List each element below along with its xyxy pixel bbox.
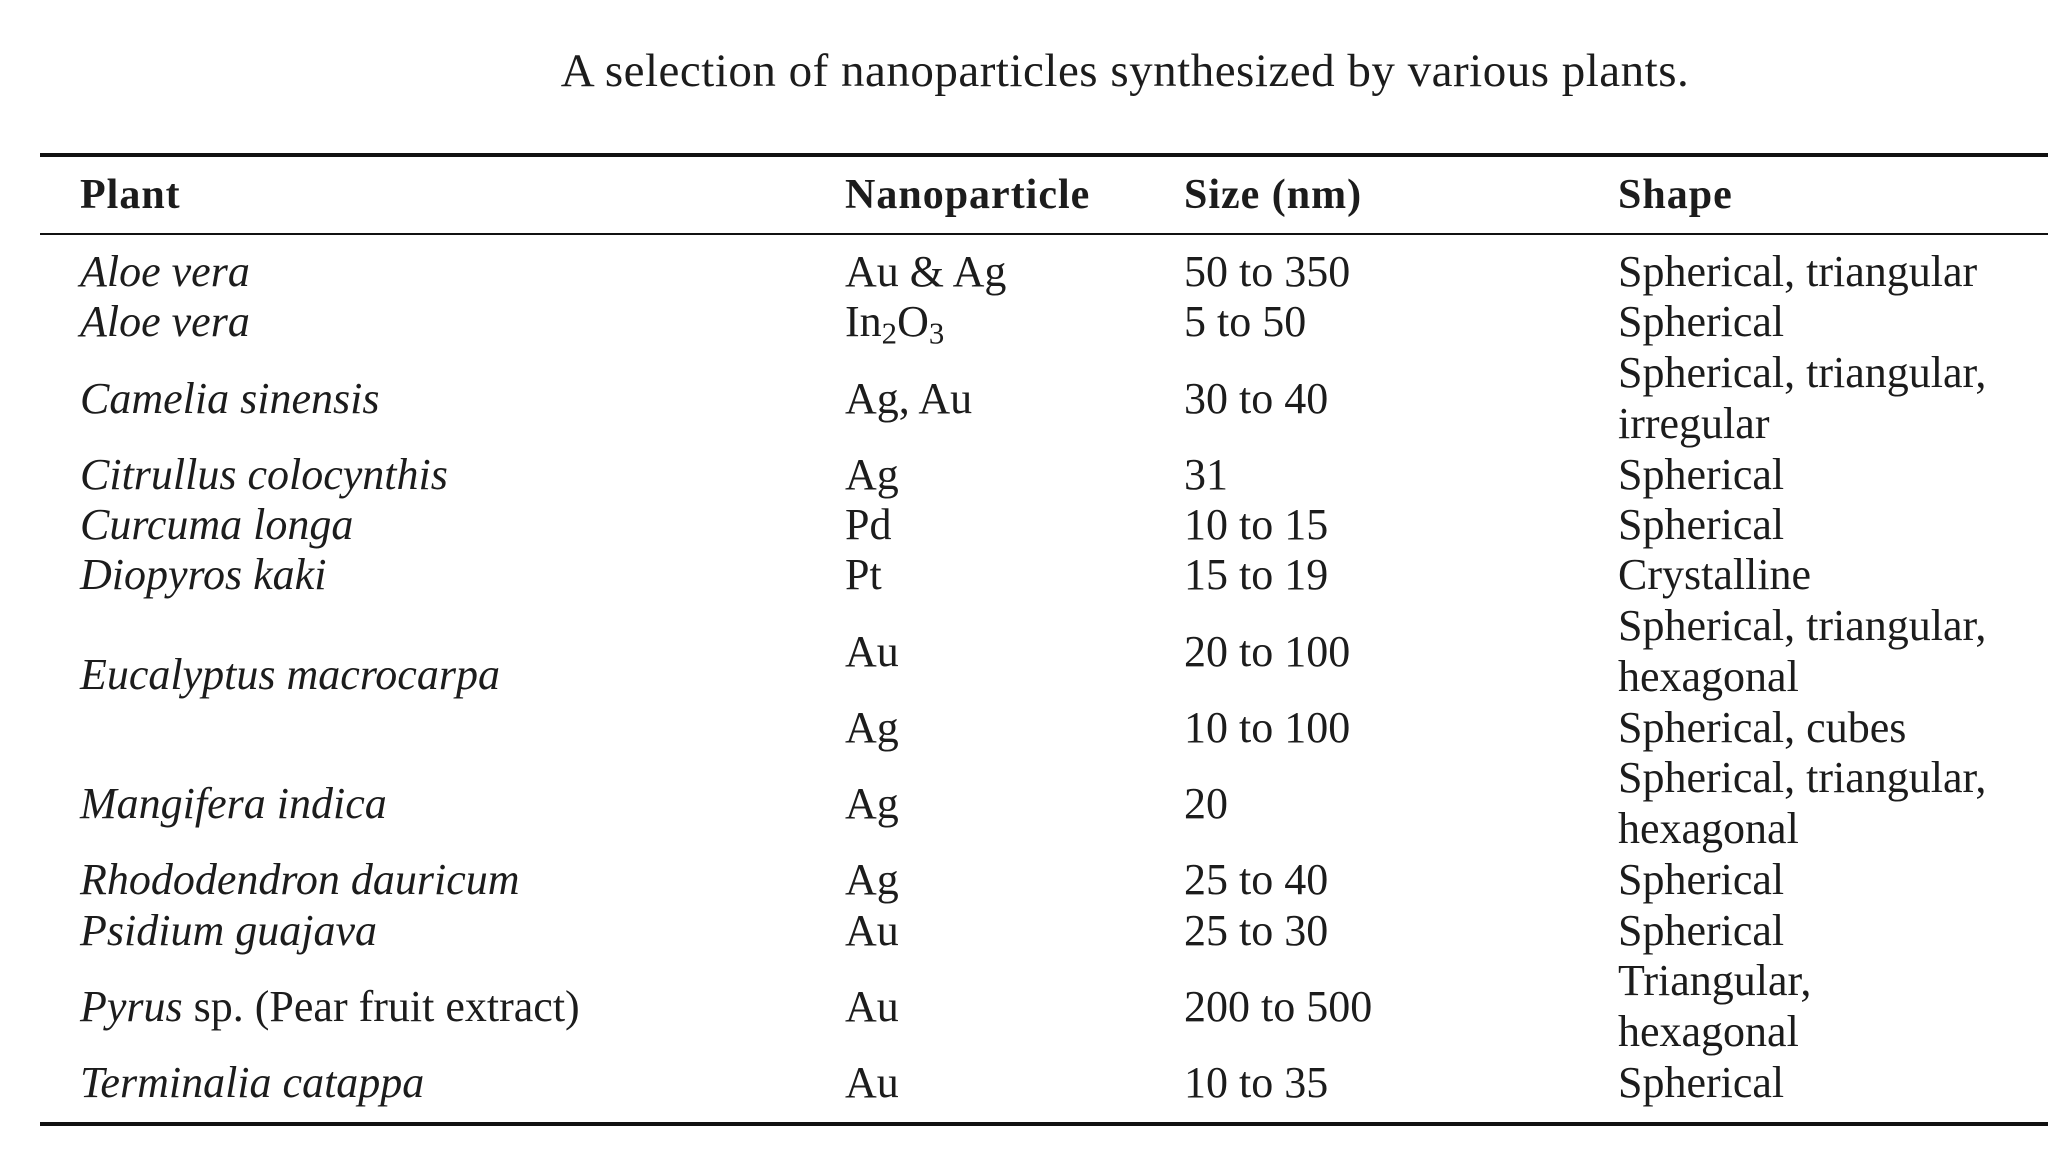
cell-shape-line2: hexagonal xyxy=(1618,804,1799,853)
cell-nanoparticle: Ag xyxy=(845,855,899,904)
header-shape: Shape xyxy=(1618,172,1733,218)
cell-size: 31 xyxy=(1184,450,1228,499)
table-bottom-rule xyxy=(40,1122,2048,1126)
cell-nanoparticle: Au xyxy=(845,627,899,676)
cell-shape-line2: irregular xyxy=(1618,399,1770,448)
cell-shape: Spherical, triangular, xyxy=(1618,753,1987,802)
cell-nanoparticle: Ag xyxy=(845,779,899,828)
cell-size: 15 to 19 xyxy=(1184,550,1329,599)
cell-shape: Crystalline xyxy=(1618,550,1812,599)
cell-plant: Aloe vera xyxy=(80,297,250,346)
cell-plant: Camelia sinensis xyxy=(80,374,380,423)
cell-plant: Pyrus sp. (Pear fruit extract) xyxy=(80,982,580,1031)
cell-shape: Spherical xyxy=(1618,1058,1785,1107)
cell-nanoparticle: Ag xyxy=(845,703,899,752)
cell-nanoparticle: Au xyxy=(845,1058,899,1107)
cell-nanoparticle: Pd xyxy=(845,500,892,549)
cell-plant: Psidium guajava xyxy=(80,906,377,955)
cell-size: 200 to 500 xyxy=(1184,982,1373,1031)
cell-size: 20 to 100 xyxy=(1184,627,1351,676)
cell-plant: Curcuma longa xyxy=(80,500,354,549)
cell-plant: Mangifera indica xyxy=(80,779,387,828)
cell-shape: Spherical, triangular xyxy=(1618,247,1978,296)
header-plant: Plant xyxy=(80,172,181,218)
cell-size: 10 to 35 xyxy=(1184,1058,1329,1107)
cell-nanoparticle: Ag xyxy=(845,450,899,499)
cell-size: 10 to 100 xyxy=(1184,703,1351,752)
cell-size: 5 to 50 xyxy=(1184,297,1307,346)
cell-shape: Spherical xyxy=(1618,450,1785,499)
cell-shape: Spherical, cubes xyxy=(1618,703,1907,752)
cell-plant: Rhododendron dauricum xyxy=(80,855,520,904)
cell-shape: Triangular, xyxy=(1618,956,1812,1005)
cell-shape-line2: hexagonal xyxy=(1618,1007,1799,1056)
cell-size: 50 to 350 xyxy=(1184,247,1351,296)
cell-size: 25 to 30 xyxy=(1184,906,1329,955)
table-caption: A selection of nanoparticles synthesized by various plants. xyxy=(560,45,1690,97)
cell-nanoparticle: Au & Ag xyxy=(845,247,1007,296)
cell-nanoparticle: Ag, Au xyxy=(845,374,973,423)
table-header-rule xyxy=(40,233,2048,235)
cell-size: 25 to 40 xyxy=(1184,855,1329,904)
header-size: Size (nm) xyxy=(1184,172,1363,218)
cell-nanoparticle: $In_2O_3$ xyxy=(845,297,945,351)
cell-plant: Terminalia catappa xyxy=(80,1058,425,1107)
cell-size: 20 xyxy=(1184,779,1228,828)
cell-plant: Eucalyptus macrocarpa xyxy=(80,650,500,699)
cell-shape: Spherical, triangular, xyxy=(1618,348,1987,397)
cell-nanoparticle: Au xyxy=(845,982,899,1031)
cell-size: 30 to 40 xyxy=(1184,374,1329,423)
cell-shape: Spherical xyxy=(1618,855,1785,904)
cell-size: 10 to 15 xyxy=(1184,500,1329,549)
cell-nanoparticle: Pt xyxy=(845,550,882,599)
cell-shape: Spherical, triangular, xyxy=(1618,601,1987,650)
table-top-rule xyxy=(40,153,2048,157)
header-nanoparticle: Nanoparticle xyxy=(845,172,1091,218)
cell-plant: Diopyros kaki xyxy=(80,550,327,599)
cell-plant: Aloe vera xyxy=(80,247,250,296)
cell-plant: Citrullus colocynthis xyxy=(80,450,448,499)
cell-shape: Spherical xyxy=(1618,297,1785,346)
cell-shape: Spherical xyxy=(1618,500,1785,549)
cell-shape: Spherical xyxy=(1618,906,1785,955)
cell-shape-line2: hexagonal xyxy=(1618,652,1799,701)
cell-nanoparticle: Au xyxy=(845,906,899,955)
